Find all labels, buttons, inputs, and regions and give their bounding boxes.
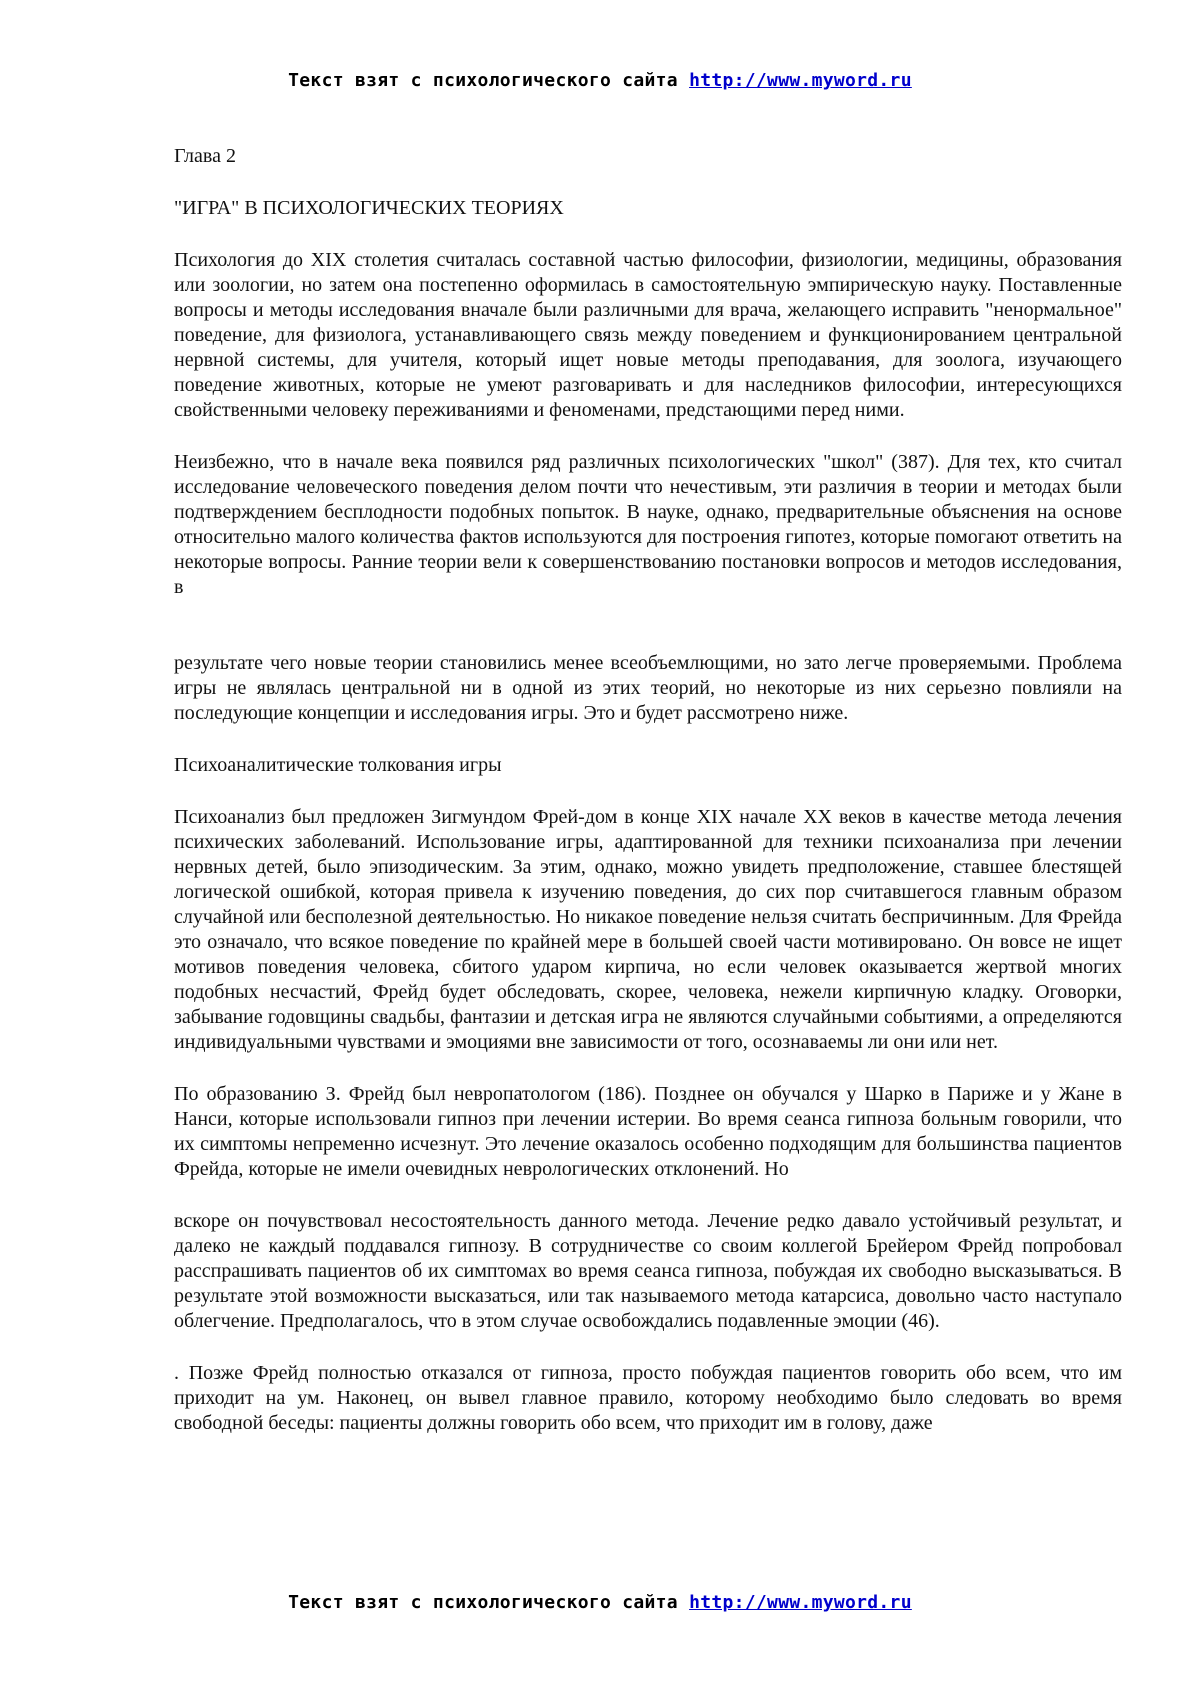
paragraph: Психоанализ был предложен Зигмундом Фрей-дом в конце XIX начале XX веков в качестве метода лечения психических заболеваний. Использование игры, адаптированной для техники психоанализа при лечении нервных детей, было эпизодическим. За этим, однако, можно увидеть предположение, ставшее блестящей логической ошибкой, которая привела к изучению поведения, до сих пор считавшегося главным образом случайной или бесполезной деятельностью. Но никакое поведение нельзя считать беспричинным. Для Фрейда это означало, что всякое поведение по крайней мере в большей своей части мотивировано. Он вовсе не ищет мотивов поведения человека, сбитого ударом кирпича, но если человек оказывается жертвой многих подобных несчастий, Фрейд будет обследовать, скорее, человека, нежели кирпичную кладку. Оговорки, забывание годовщины свадьбы, фантазии и детская игра не являются случайными событиями, а определяются индивидуальными чувствами и эмоциями вне зависимости от того, осознаваемы ли они или нет. <box>174 806 1122 1053</box>
header-link[interactable]: http://www.myword.ru <box>689 70 912 91</box>
paragraph: По образованию З. Фрейд был невропатологом (186). Позднее он обучался у Шарко в Париже и у Жане в Нанси, которые использовали гипноз при лечении истерии. Во время сеанса гипноза больным говорили, что их симптомы непременно исчезнут. Это лечение оказалось особенно подходящим для большинства пациентов Фрейда, которые не имели очевидных неврологических отклонений. Но <box>174 1083 1122 1180</box>
footer-link[interactable]: http://www.myword.ru <box>689 1592 912 1613</box>
page-footer <box>0 1592 1200 1613</box>
paragraph: . Позже Фрейд полностью отказался от гипноза, просто побуждая пациентов говорить обо всем, что им приходит на ум. Наконец, он вывел главное правило, которому необходимо было следовать во время свободной беседы: пациенты должны говорить обо всем, что приходит им в голову, даже <box>174 1362 1122 1434</box>
chapter-label: Глава 2 <box>174 145 236 167</box>
paragraph: результате чего новые теории становились менее всеобъемлющими, но зато легче проверяемыми. Проблема игры не являлась центральной ни в одной из этих теорий, но некоторые из них серьезно повлияли на последующие концепции и исследования игры. Это и будет рассмотрено ниже. <box>174 652 1122 724</box>
header-text: Текст взят с психологического сайта <box>288 70 690 91</box>
footer-text: Текст взят с психологического сайта <box>288 1592 690 1613</box>
chapter-title: "ИГРА" В ПСИХОЛОГИЧЕСКИХ ТЕОРИЯХ <box>174 197 564 219</box>
paragraph: вскоре он почувствовал несостоятельность данного метода. Лечение редко давало устойчивый результат, и далеко не каждый поддавался гипнозу. В сотрудничестве со своим коллегой Брейером Фрейд попробовал расспрашивать пациентов об их симптомах во время сеанса гипноза, побуждая их свободно высказываться. В результате этой возможности высказаться, или так называемого метода катарсиса, довольно часто наступало облегчение. Предполагалось, что в этом случае освобождались подавленные эмоции (46). <box>174 1210 1122 1332</box>
page-header <box>0 70 1200 91</box>
paragraph: Психология до XIX столетия считалась составной частью философии, физиологии, медицины, образования или зоологии, но затем она постепенно оформилась в самостоятельную эмпирическую науку. Поставленные вопросы и методы исследования вначале были различными для врача, желающего исправить "ненормальное" поведение, для физиолога, устанавливающего связь между поведением и функционированием центральной нервной системы, для учителя, который ищет новые методы преподавания, для зоолога, изучающего поведение животных, которые не умеют разговаривать и для наследников философии, интересующихся свойственными человеку переживаниями и феноменами, предстающими перед ними. <box>174 249 1122 421</box>
section-heading: Психоаналитические толкования игры <box>174 754 502 776</box>
paragraph: Неизбежно, что в начале века появился ряд различных психологических "школ" (387). Для тех, кто считал исследование человеческого поведения делом почти что нечестивым, эти различия в теории и методах были подтверждением бесплодности подобных попыток. В науке, однако, предварительные объяснения на основе относительно малого количества фактов используются для построения гипотез, которые помогают ответить на некоторые вопросы. Ранние теории вели к совершенствованию постановки вопросов и методов исследования, в <box>174 451 1122 598</box>
document-body <box>174 144 1122 1436</box>
